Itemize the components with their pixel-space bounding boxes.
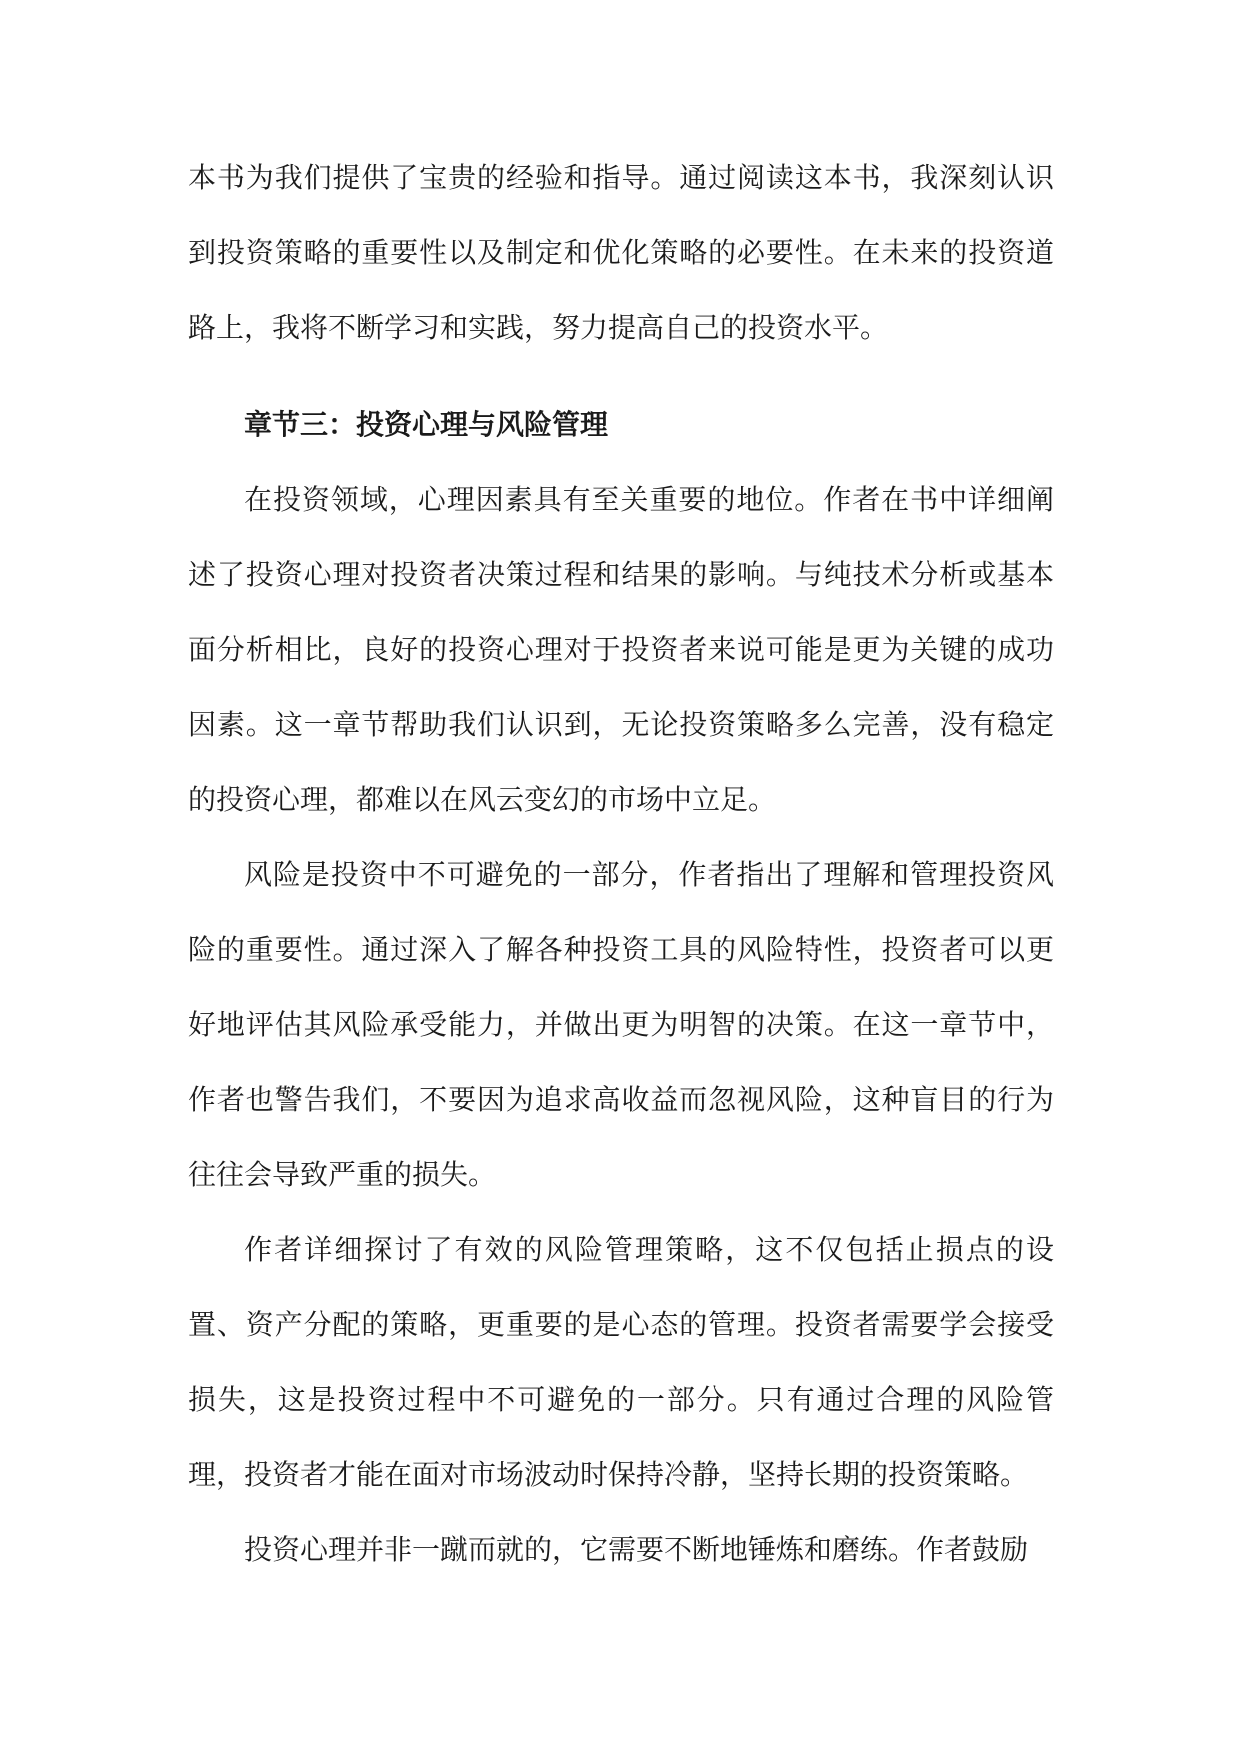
paragraph-psychology: 在投资领域，心理因素具有至关重要的地位。作者在书中详细阐述了投资心理对投资者决策过程和结果的影响。与纯技术分析或基本面分析相比，良好的投资心理对于投资者来说可能是更为关键的成功因素。这一章节帮助我们认识到，无论投资策略多么完善，没有稳定的投资心理，都难以在风云变幻的市场中立足。 [188,483,1054,816]
paragraph-risk-management: 作者详细探讨了有效的风险管理策略，这不仅包括止损点的设置、资产分配的策略，更重要的是心态的管理。投资者需要学会接受损失，这是投资过程中不可避免的一部分。只有通过合理的风险管理，投资者才能在面对市场波动时保持冷静，坚持长期的投资策略。 [188,1233,1054,1491]
paragraph-risk: 风险是投资中不可避免的一部分，作者指出了理解和管理投资风险的重要性。通过深入了解各种投资工具的风险特性，投资者可以更好地评估其风险承受能力，并做出更为明智的决策。在这一章节中，作者也警告我们，不要因为追求高收益而忽视风险，这种盲目的行为往往会导致严重的损失。 [188,858,1054,1191]
document-body [188,140,1054,1587]
section-heading: 章节三：投资心理与风险管理 [244,408,609,441]
paragraph-training: 投资心理并非一蹴而就的，它需要不断地锤炼和磨练。作者鼓励 [244,1533,1029,1566]
paragraph-continued: 本书为我们提供了宝贵的经验和指导。通过阅读这本书，我深刻认识到投资策略的重要性以及制定和优化策略的必要性。在未来的投资道路上，我将不断学习和实践，努力提高自己的投资水平。 [188,161,1054,344]
